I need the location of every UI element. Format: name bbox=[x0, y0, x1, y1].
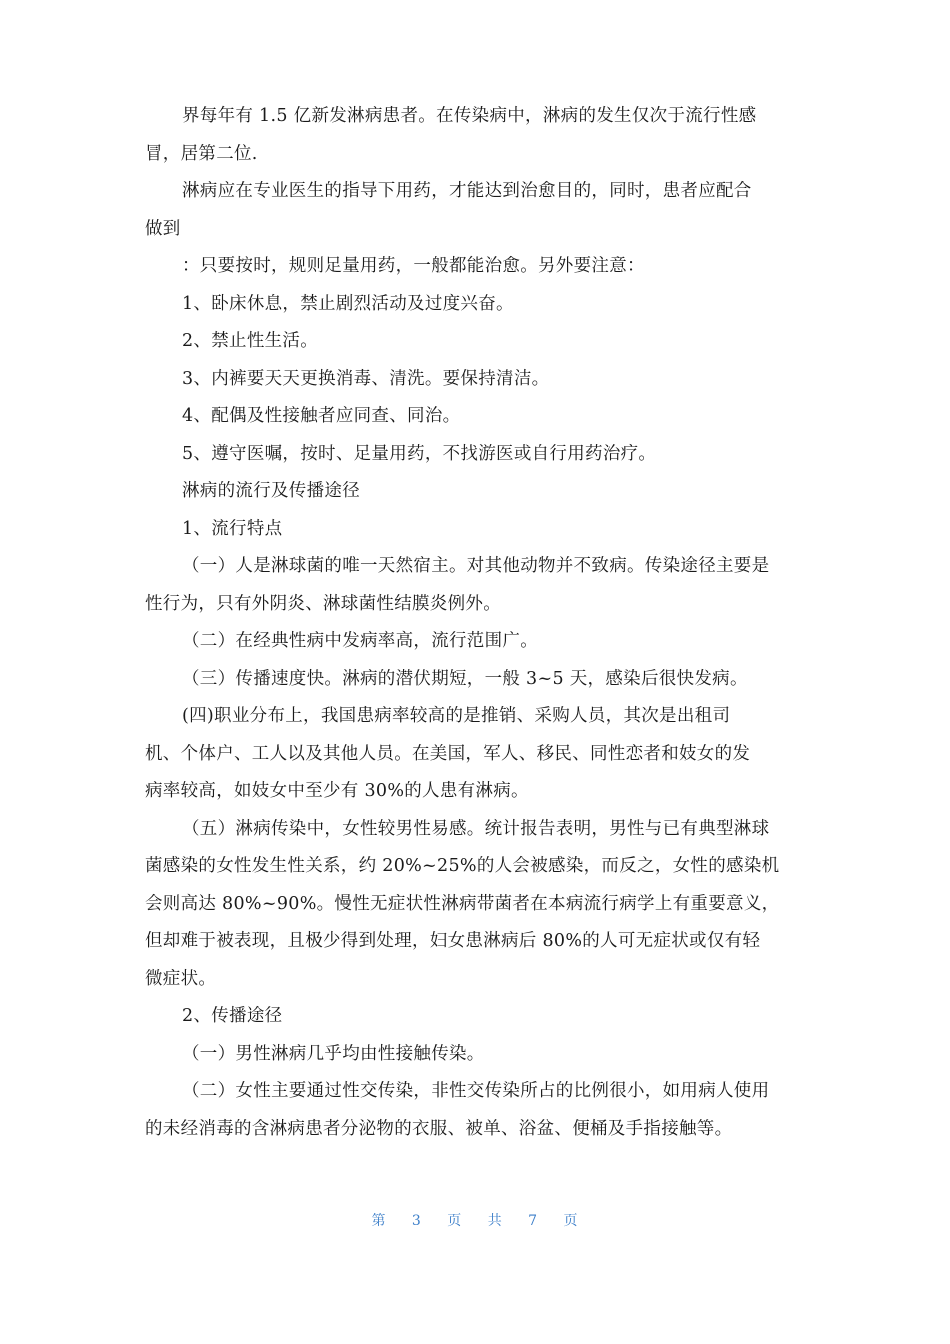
text-line: 病率较高，如妓女中至少有 30%的人患有淋病。 bbox=[145, 781, 529, 801]
text-line: 但却难于被表现，且极少得到处理，妇女患淋病后 80%的人可无症状或仅有轻 bbox=[145, 931, 761, 951]
text-line: （五）淋病传染中，女性较男性易感。统计报告表明，男性与已有典型淋球 bbox=[182, 818, 770, 839]
footer-word-gong: 共 bbox=[487, 1213, 503, 1229]
text-line: （一）人是淋球菌的唯一天然宿主。对其他动物并不致病。传染途径主要是 bbox=[182, 556, 770, 576]
text-line: 做到 bbox=[145, 218, 181, 239]
text-line: 1、流行特点 bbox=[182, 518, 283, 539]
text-line: 界每年有 1.5 亿新发淋病患者。在传染病中，淋病的发生仅次于流行性感 bbox=[182, 106, 757, 126]
text-line: 4、配偶及性接触者应同查、同治。 bbox=[182, 406, 461, 426]
text-line: 1、卧床休息，禁止剧烈活动及过度兴奋。 bbox=[182, 293, 514, 314]
page-footer bbox=[0, 1210, 950, 1230]
footer-word-ye: 页 bbox=[447, 1213, 463, 1229]
text-line: 微症状。 bbox=[145, 968, 217, 989]
text-line: 机、个体户、工人以及其他人员。在美国，军人、移民、同性恋者和妓女的发 bbox=[145, 743, 751, 764]
text-line: 5、遵守医嘱，按时、足量用药，不找游医或自行用药治疗。 bbox=[182, 443, 657, 464]
text-line: （二）女性主要通过性交传染，非性交传染所占的比例很小，如用病人使用 bbox=[182, 1081, 770, 1101]
text-line: 2、禁止性生活。 bbox=[182, 331, 319, 351]
text-line: (四)职业分布上，我国患病率较高的是推销、采购人员，其次是出租司 bbox=[182, 706, 731, 726]
text-line: 淋病应在专业医生的指导下用药，才能达到治愈目的，同时，患者应配合 bbox=[182, 181, 752, 201]
footer-word-di: 第 bbox=[371, 1213, 387, 1229]
text-line: （三）传播速度快。淋病的潜伏期短，一般 3~5 天，感染后很快发病。 bbox=[182, 668, 748, 689]
text-line: 3、内裤要天天更换消毒、清洗。要保持清洁。 bbox=[182, 368, 550, 389]
text-line: 淋病的流行及传播途径 bbox=[182, 481, 360, 501]
text-line: 性行为，只有外阴炎、淋球菌性结膜炎例外。 bbox=[145, 593, 501, 614]
total-pages-number: 7 bbox=[528, 1213, 539, 1229]
text-line: 的未经消毒的含淋病患者分泌物的衣服、被单、浴盆、便桶及手指接触等。 bbox=[145, 1118, 733, 1139]
document-body bbox=[145, 98, 810, 1148]
text-line: 2、传播途径 bbox=[182, 1006, 283, 1026]
text-line: 菌感染的女性发生性关系，约 20%~25%的人会被感染，而反之，女性的感染机 bbox=[145, 856, 780, 876]
current-page-number: 3 bbox=[411, 1213, 422, 1229]
text-line: （一）男性淋病几乎均由性接触传染。 bbox=[182, 1043, 485, 1064]
text-line: 冒，居第二位. bbox=[145, 143, 258, 164]
text-line: （二）在经典性病中发病率高，流行范围广。 bbox=[182, 631, 538, 651]
footer-word-ye-end: 页 bbox=[563, 1213, 579, 1229]
text-line: ：只要按时，规则足量用药，一般都能治愈。另外要注意： bbox=[182, 256, 645, 276]
text-line: 会则高达 80%~90%。慢性无症状性淋病带菌者在本病流行病学上有重要意义， bbox=[145, 893, 780, 914]
